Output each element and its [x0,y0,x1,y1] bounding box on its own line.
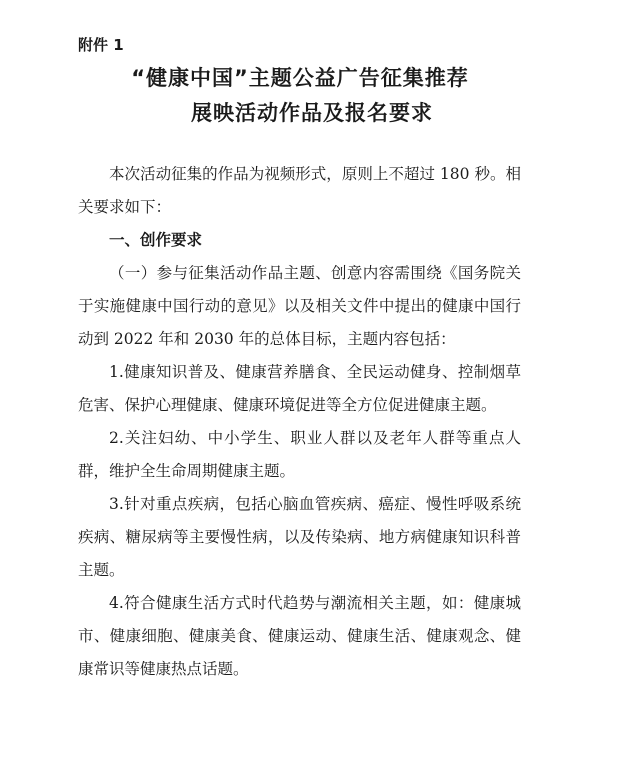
paragraph-theme-requirements: （一）参与征集活动作品主题、创意内容需围绕《国务院关于实施健康中国行动的意见》以及相关文件中提出的健康中国行动到 2022 年和 2030 年的总体目标，主题内容包括： [78,264,521,348]
list-item-2: 2.关注妇幼、中小学生、职业人群以及老年人群等重点人群，维护全生命周期健康主题。 [78,429,521,480]
document-body [78,158,521,686]
list-item-4: 4.符合健康生活方式时代趋势与潮流相关主题，如：健康城市、健康细胞、健康美食、健康运动、健康生活、健康观念、健康常识等健康热点话题。 [78,594,521,678]
document-title-line-1: “健康中国”主题公益广告征集推荐 [131,66,469,90]
section-heading-creation-requirements: 一、创作要求 [109,231,203,249]
attachment-label: 附件 1 [78,36,124,54]
intro-paragraph: 本次活动征集的作品为视频形式，原则上不超过 180 秒。相关要求如下： [78,165,521,216]
document-title-line-2: 展映活动作品及报名要求 [191,101,433,125]
list-item-3: 3.针对重点疾病，包括心脑血管疾病、癌症、慢性呼吸系统疾病、糖尿病等主要慢性病，以及传染病、地方病健康知识科普主题。 [78,495,521,579]
list-item-1: 1.健康知识普及、健康营养膳食、全民运动健身、控制烟草危害、保护心理健康、健康环境促进等全方位促进健康主题。 [78,363,521,414]
